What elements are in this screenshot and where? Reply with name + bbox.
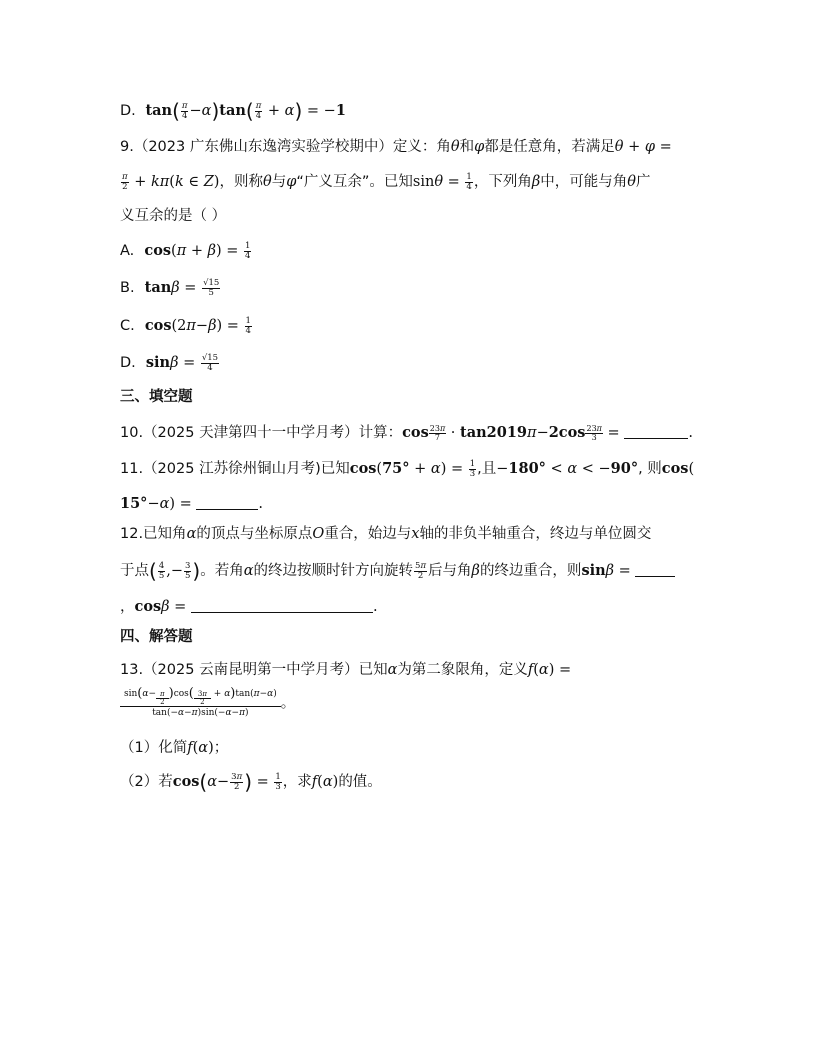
q9-text: 与 [271,174,287,190]
q9-line-3 [120,206,226,226]
q9-text: 和 [459,139,475,155]
section-3-heading: 三、填空题 [120,389,193,405]
q13-text: （1）化简 [120,740,188,756]
q12-text: 12.已知角 [120,526,187,542]
q13-text: 的值。 [338,774,382,790]
q13-text: 为第二象限角，定义 [397,662,528,678]
q9-text: 9.（2023 广东佛山东逸湾实验学校期中）定义：角 [120,139,451,155]
q13-text: ，求 [282,774,312,790]
q9-text: ，则称 [219,174,263,190]
q10-text: 10.（2025 天津第四十一中学月考）计算： [120,425,403,441]
q12-text: 。若角 [200,563,244,579]
q9-option-a: A. cos(π + β) = $\frac{1}{4}$ [120,240,251,261]
option-label: C. [120,318,135,334]
q13-text: 13.（2025 云南昆明第一中学月考）已知 [120,662,388,678]
q9-line-1: 9.（2023 广东佛山东逸湾实验学校期中）定义：角θ和φ都是任意角，若满足θ + φ = [120,139,672,155]
q12-text: 轴的非负半轴重合，终边与单位圆交 [419,526,652,542]
q9-text: “广义互余”。已知 [296,174,413,190]
option-label: D. [120,355,136,371]
q12-text: 的终边重合，则 [479,563,582,579]
q13-sub2: （2）若cos(α− $\frac{3\pi}{2}$ ) = $\frac{1}{3}$ ，求f(α)的值。 [120,770,382,794]
q13-text: （2）若 [120,774,173,790]
q11-text: ,且 [477,461,497,477]
q11-line-2: 15°−α) = . [120,495,264,512]
q11-answer-blank[interactable] [196,495,258,510]
q12-line-2: 于点( $\frac{4}{5}$ ,− $\frac{3}{5}$ )。若角α的终边按顺时针方向旋转 $\frac{5\pi}{2}$ 后与角β的终边重合，则sinβ = [120,561,675,581]
option-label: D. [120,103,136,119]
q11-text: , 则 [638,461,662,477]
q12-text: 重合，始边与 [324,526,412,542]
q9-text: 都是任意角，若满足 [484,139,615,155]
option-label: B. [120,280,135,296]
q9-option-b: B. tanβ = $\frac{√15}{5}$ [120,277,220,298]
q9-text: 义互余的是（ ） [120,208,227,224]
q9-option-d: D. sinβ = $\frac{√15}{4}$ [120,352,219,373]
q13-sub1: （1）化简f(α)； [120,740,229,756]
q10: 10.（2025 天津第四十一中学月考）计算：cos $\frac{23\pi}{7}$ · tan2019π−2cos $\frac{23\pi}{3}$ = . [120,424,693,442]
q13-line-1: 13.（2025 云南昆明第一中学月考）已知α为第二象限角，定义f(α) = [120,662,572,678]
q8-option-d: D. tan( $\frac{\pi}{4}$ −α)tan( $\frac{\pi}{4}$ + α) = −1 [120,99,346,123]
section-4-heading: 四、解答题 [120,629,193,645]
q12-text: 的顶点与坐标原点 [196,526,313,542]
q10-answer-blank[interactable] [624,424,688,439]
q9-line-2: $\frac{\pi}{2}$ + kπ(k ∈ Z)，则称θ与φ“广义互余”。已知sinθ = $\frac{1}{4}$ ，下列角β中，可能与角θ广 [122,171,651,192]
q12-text: 的终边按顺时针方向旋转 [253,563,414,579]
q12-sin-answer-blank[interactable] [635,562,675,577]
q9-text: 广 [635,174,651,190]
q13-definition: sin(α− $\frac{\pi}{2}$ )cos( $\frac{3\pi}{2}$ + α)tan(π−α) tan(−α−π)sin(−α−π) 。 [120,688,295,719]
q9-text: 中，可能与角 [540,174,628,190]
q12-line-1: 12.已知角α的顶点与坐标原点O重合，始边与x轴的非负半轴重合，终边与单位圆交 [120,526,652,542]
q12-text: ， [120,599,135,615]
q12-line-3: ，cosβ = . [120,598,378,615]
q12-text: 于点 [120,563,149,579]
q9-option-c: C. cos(2π−β) = $\frac{1}{4}$ [120,315,251,336]
option-label: A. [120,243,135,259]
q13-text: ； [213,740,229,756]
q12-cos-answer-blank[interactable] [191,598,373,613]
q9-text: ，下列角 [473,174,532,190]
q12-text: 后与角 [428,563,472,579]
q11-text: 11.（2025 江苏徐州铜山月考)已知 [120,461,350,477]
q11-line-1: 11.（2025 江苏徐州铜山月考)已知cos(75° + α) = $\frac{1}{3}$ ,且−180° < α < −90°, 则cos( [120,458,695,479]
